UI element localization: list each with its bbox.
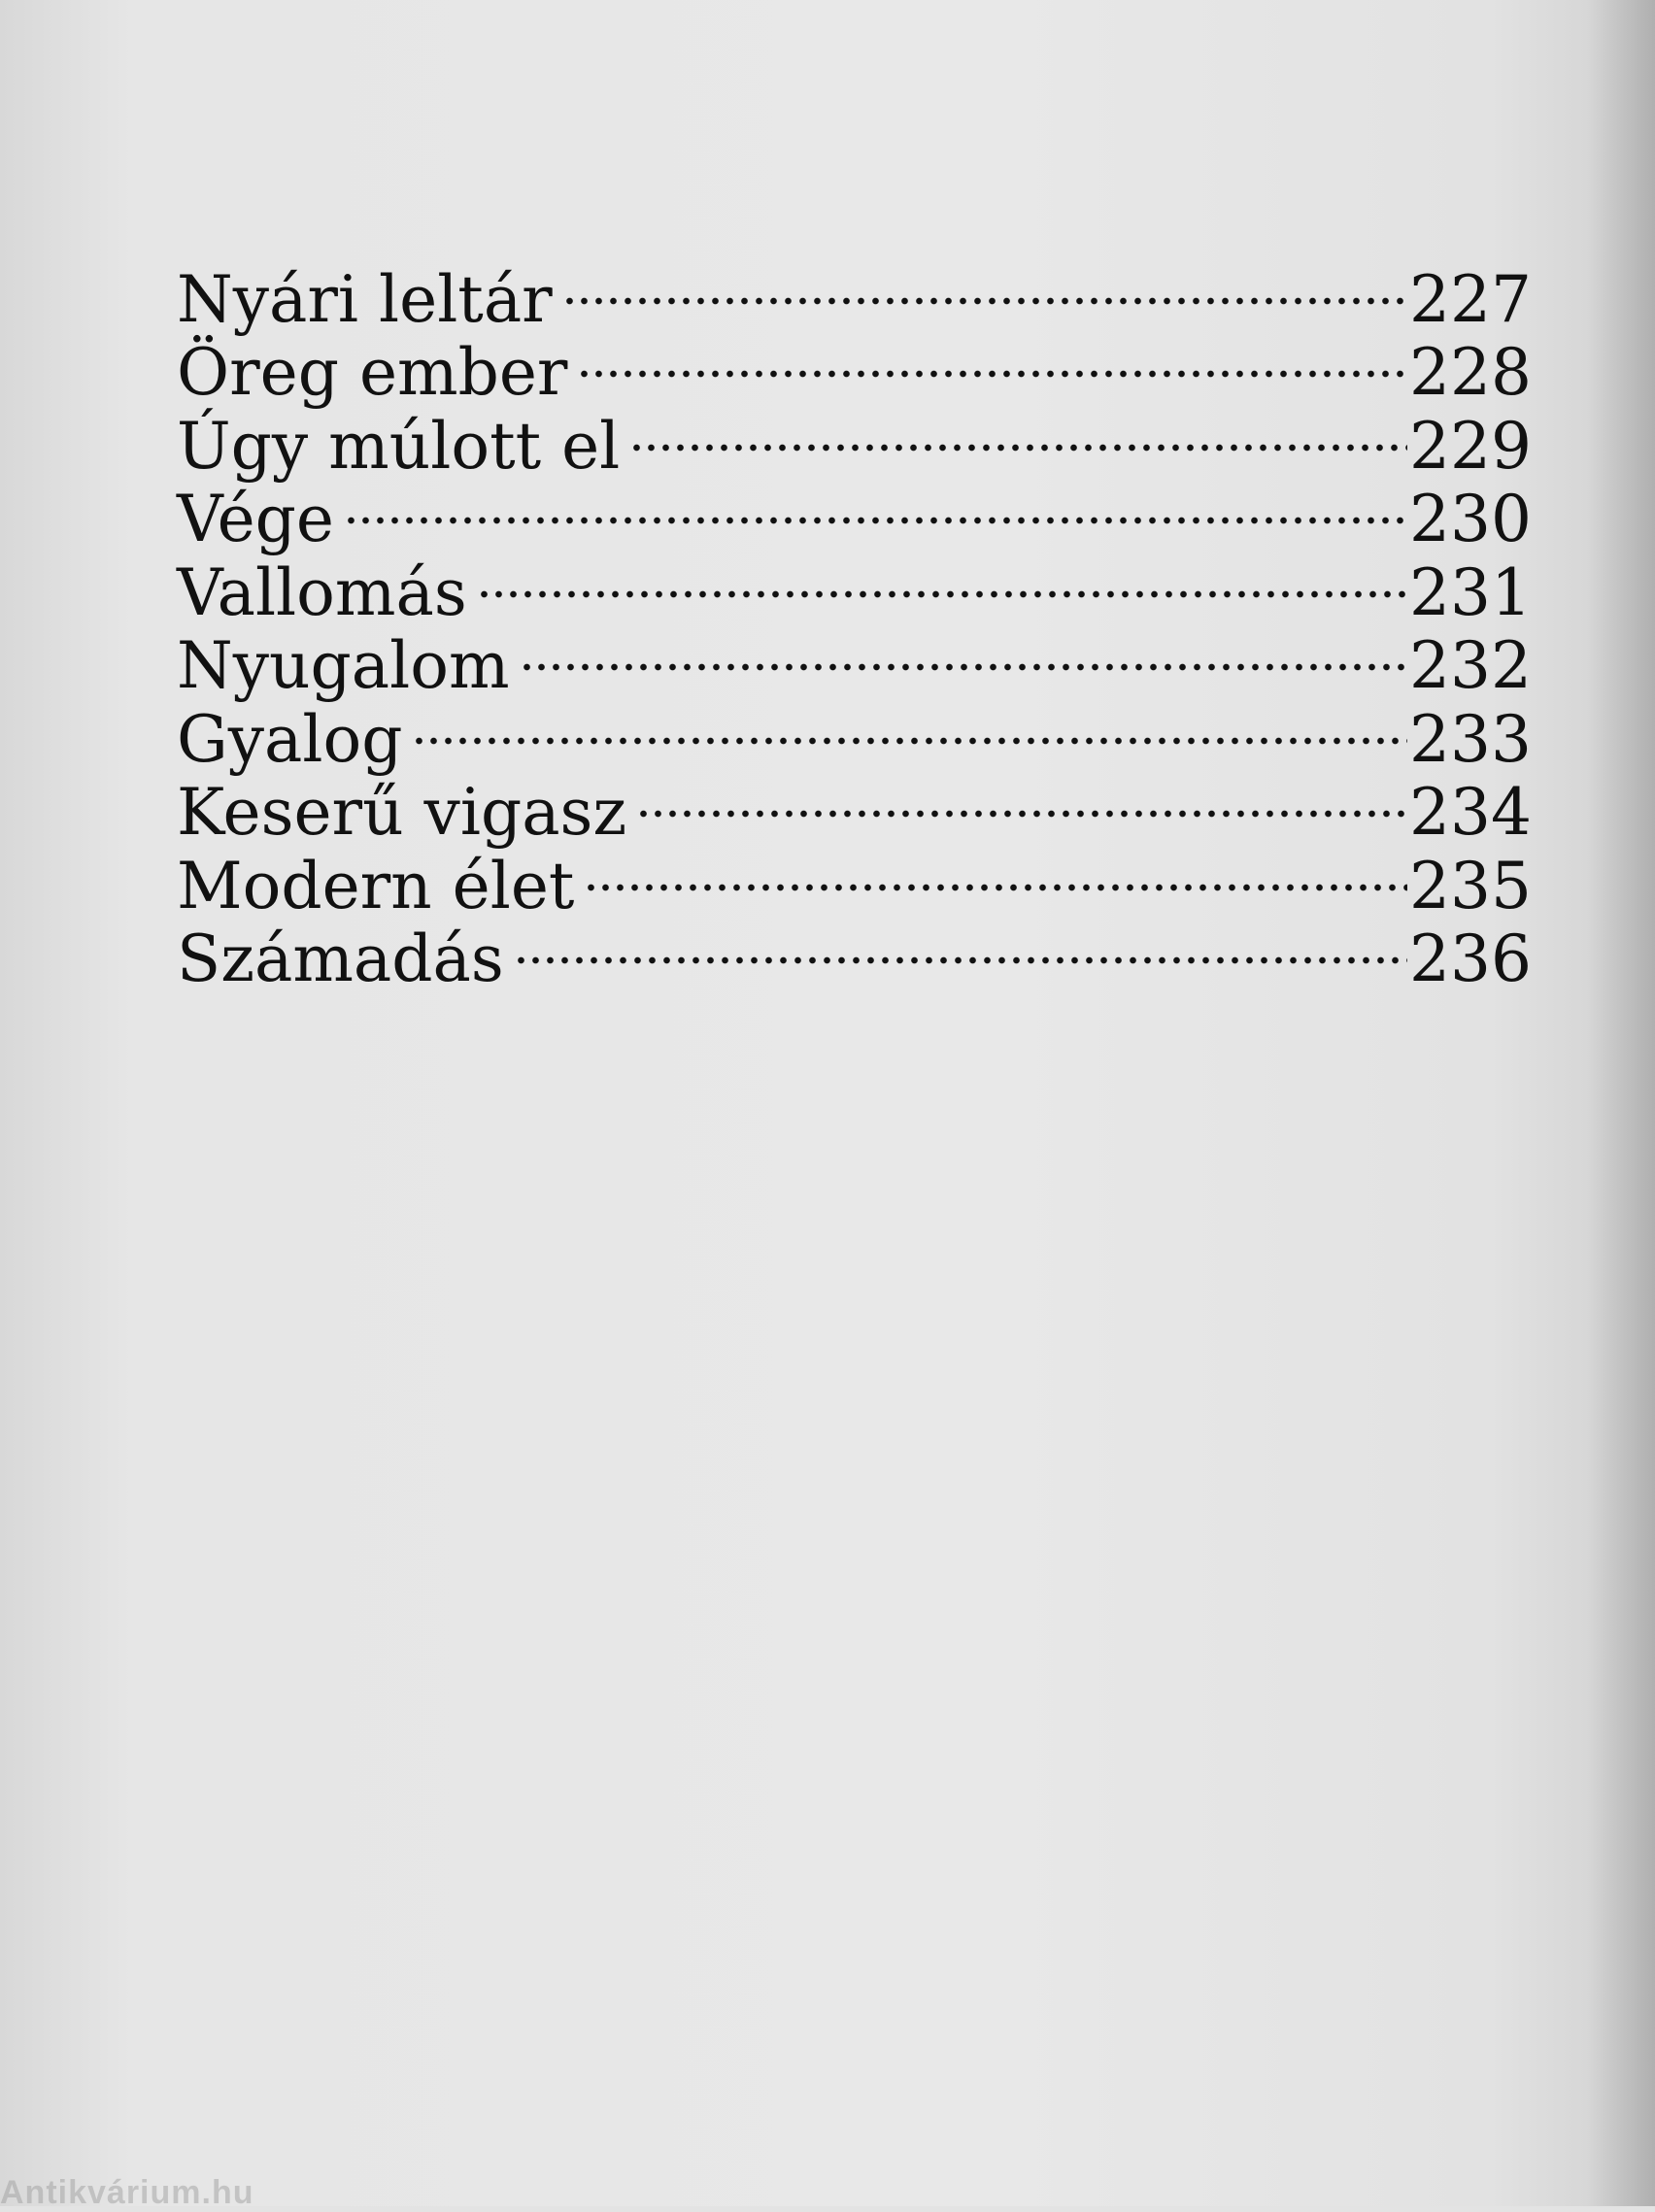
dot-leader bbox=[412, 687, 1407, 761]
watermark: Antikvárium.hu bbox=[0, 2174, 254, 2211]
toc-entry bbox=[177, 248, 1532, 337]
toc-entry-title: Vége bbox=[177, 482, 334, 556]
toc-entry-page: 235 bbox=[1409, 848, 1532, 923]
toc-entry-page: 229 bbox=[1409, 408, 1532, 484]
toc-entry-page: 230 bbox=[1409, 482, 1532, 556]
dot-leader bbox=[636, 761, 1407, 835]
toc-entry-title: Számadás bbox=[177, 922, 504, 996]
toc-entry-page: 234 bbox=[1409, 775, 1532, 850]
toc-entry-title: Nyugalom bbox=[177, 628, 510, 703]
toc-entry-page: 232 bbox=[1409, 628, 1532, 703]
dot-leader bbox=[629, 394, 1407, 468]
toc-entry bbox=[177, 468, 1532, 556]
dot-leader bbox=[344, 468, 1407, 542]
table-of-contents bbox=[177, 248, 1532, 996]
page-edge-shadow bbox=[1587, 0, 1655, 2206]
dot-leader bbox=[514, 908, 1407, 982]
toc-entry bbox=[177, 541, 1532, 630]
toc-entry-page: 233 bbox=[1409, 701, 1532, 777]
dot-leader bbox=[577, 321, 1407, 395]
toc-entry-title: Keserű vigasz bbox=[177, 775, 627, 850]
dot-leader bbox=[477, 541, 1407, 615]
toc-entry-title: Modern élet bbox=[177, 848, 575, 923]
toc-entry-title: Vallomás bbox=[177, 554, 467, 630]
toc-entry-title: Gyalog bbox=[177, 701, 403, 777]
toc-entry-page: 227 bbox=[1409, 261, 1532, 337]
toc-entry-page: 228 bbox=[1409, 335, 1532, 410]
toc-entry-title: Úgy múlott el bbox=[177, 408, 621, 484]
toc-entry-page: 231 bbox=[1409, 554, 1532, 630]
dot-leader bbox=[562, 248, 1407, 321]
dot-leader bbox=[584, 834, 1407, 908]
toc-entry-title: Nyári leltár bbox=[177, 261, 553, 337]
dot-leader bbox=[520, 615, 1407, 688]
toc-entry-title: Öreg ember bbox=[177, 335, 568, 410]
toc-entry-page: 236 bbox=[1409, 922, 1532, 996]
